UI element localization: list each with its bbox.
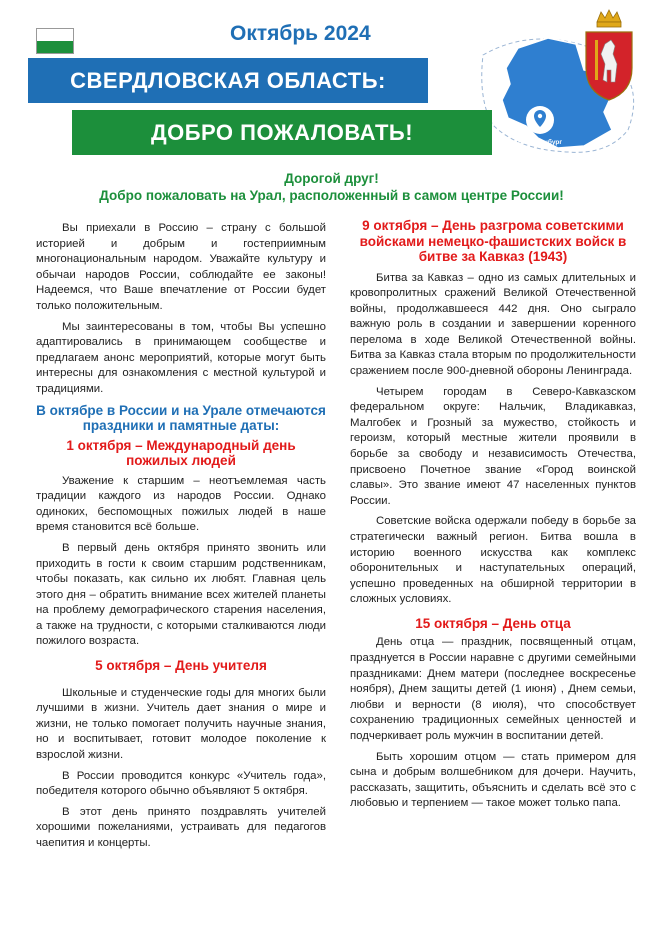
oct9-paragraph-3: Советские войска одержали победу в борьбе за стратегически важный регион. Битва вошла в историю военного искусства как комплекс оборонительных и наступательных операций, успешно проведенных на обширной территории в сложных условиях. — [350, 515, 636, 606]
coat-of-arms-icon — [583, 8, 635, 102]
oct15-paragraph-1: День отца — праздник, посвященный отцам, празднуется в России наравне с другими семейными праздниками: Днем матери (последнее воскресенье ноября), Днем защиты детей (1 июня) , Днем семьи, любви и верности (8 июля), что способствует сохранению традиционных семейных ценностей и подчеркивает роль мужчин в воспитании детей. — [350, 636, 636, 743]
oct9-paragraph-2: Четырем городам в Северо-Кавказском федеральном округе: Нальчик, Владикавказ, Малгобек и Грозный за мужество, стойкость и героизм, который местные жители проявили в борьбе за свободу и независимость Отечества, присвоено Почетное звание «Город воинской славы». Это звание имеют 47 населенных пунктов России. — [350, 385, 636, 507]
issue-month: Октябрь 2024 — [230, 22, 371, 45]
oct1-paragraph-2: В первый день октября принято звонить или приходить в гости к своим старшим родственникам, чтобы показать, как сильно их любят. Главная цель этого дня – обратить внимание всех жителей планеты на проблему демографического старения населения, а также на трудности, с которыми сталкиваются люди пожилого возраста. — [36, 541, 326, 648]
map-city-label: Екатеринбург — [518, 139, 563, 146]
oct5-heading: 5 октября – День учителя — [95, 658, 267, 674]
right-column — [350, 218, 636, 817]
oct5-paragraph-1: Школьные и студенческие годы для многих были лучшими в жизни. Учитель дает знания о мире и жизни, не только помогает получить научные знания, но и воспитывает, готовит молодое поколение к взрослой жизни. — [36, 686, 326, 761]
oct1-paragraph-1: Уважение к старшим – неотъемлемая часть традиции каждого из народов России. Однако одиноких, беспомощных пожилых людей в наше время становится всё больше. — [36, 474, 326, 534]
oct5-paragraph-2: В России проводится конкурс «Учитель года», победителя которого обычно объявляют 5 октября. — [36, 769, 326, 798]
oct5-paragraph-3: В этот день принято поздравлять учителей хорошими пожеланиями, устраивать для педагогов чаепития и концерты. — [36, 805, 326, 849]
intro-paragraph-1: Вы приехали в Россию – страну с большой историей и добрым и гостеприимным многонациональным народом. Уважайте культуру и обычаи народов России, соблюдайте ее законы! Надеемся, что Ваше впечатление от России будет только положительным. — [36, 222, 326, 312]
greeting-line-1: Дорогой друг! — [284, 171, 379, 186]
oct15-paragraph-2: Быть хорошим отцом — стать примером для сына и добрым волшебником для дочери. Научить, рассказать, защитить, объяснить и сделать всё это с любовью и терпением — такое может только папа. — [350, 750, 636, 810]
welcome-banner: ДОБРО ПОЖАЛОВАТЬ! — [72, 110, 492, 155]
oct9-paragraph-1: Битва за Кавказ – одно из самых длительных и кровопролитных сражений Великой Отечественной войны, продолжавшееся 442 дня. Оно сыграло важную роль в создании и завершении коренного перелома в ходе Великой Отечественной войны. Битва за Кавказ стала вторым по продолжительности сражением после 900-дневной обороны Ленинграда. — [350, 271, 636, 378]
oct1-heading: 1 октября – Международный день пожилых людей — [66, 437, 296, 469]
oct15-heading: 15 октября – День отца — [415, 615, 571, 631]
greeting-line-2: Добро пожаловать на Урал, расположенный в самом центре России! — [99, 188, 564, 203]
greeting — [0, 170, 663, 204]
region-banner: СВЕРДЛОВСКАЯ ОБЛАСТЬ: — [28, 58, 428, 103]
intro-paragraph-2: Мы заинтересованы в том, чтобы Вы успешно адаптировались в принимающем сообществе и предлагаем анонс мероприятий, которые могут быть интересны для ознакомления с местной культурой и традициями. — [36, 320, 326, 395]
oct9-heading: 9 октября – День разгрома советскими войсками немецко-фашистских войск в битве за Кавказ (1943) — [359, 218, 627, 264]
left-column — [36, 221, 326, 857]
holidays-heading: В октябре в России и на Урале отмечаются праздники и памятные даты: — [36, 402, 326, 434]
sverdlovsk-flag-icon — [36, 28, 74, 54]
